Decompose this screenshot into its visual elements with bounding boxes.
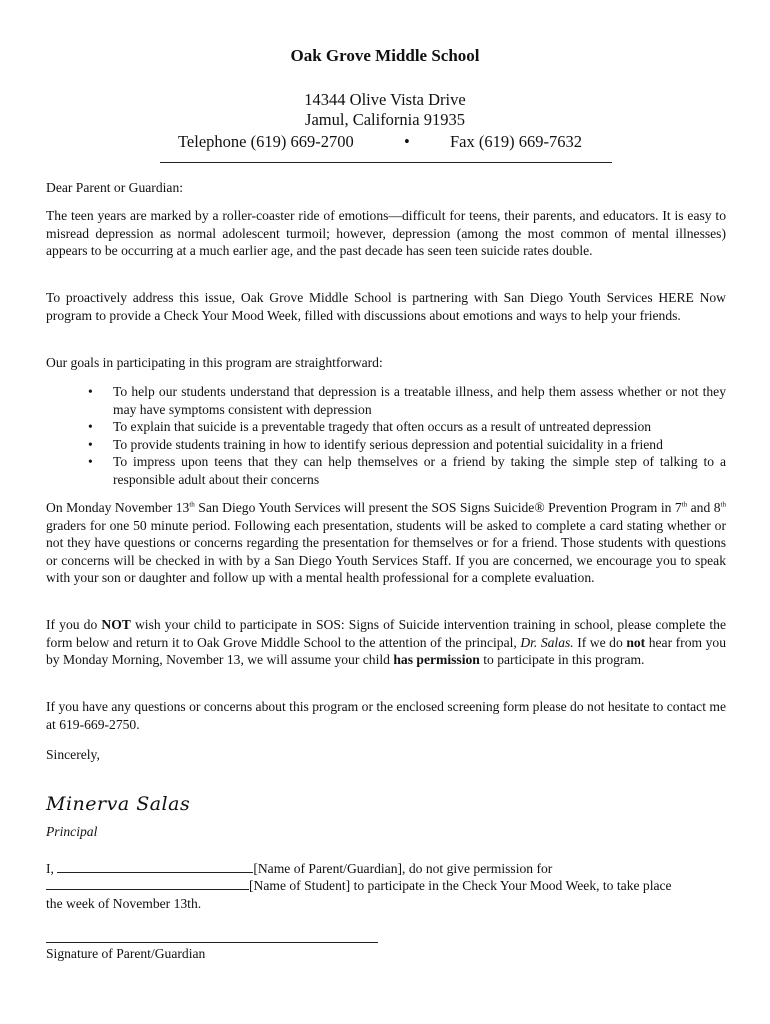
paragraph-contact: If you have any questions or concerns about this program or the enclosed screening form please do not hesitate to contact me at 619-669-2750.	[46, 699, 726, 732]
closing: Sincerely,	[46, 747, 100, 762]
school-name: Oak Grove Middle School	[290, 46, 480, 65]
list-item: • To explain that suicide is a preventable tragedy that often occurs as a result of untreated depression	[88, 419, 652, 434]
separator-bullet: •	[404, 132, 410, 151]
list-item: • To impress upon teens that they can help themselves or a friend by taking the simple step of talking to a responsible adult about their concerns	[88, 454, 726, 487]
bullet-icon: •	[88, 384, 93, 399]
telephone: Telephone (619) 669-2700	[178, 132, 354, 151]
principal-signature: Minerva Salas	[46, 793, 191, 815]
student-name-blank[interactable]	[46, 877, 249, 890]
form-line-parent: I, [Name of Parent/Guardian], do not give permission for	[46, 861, 553, 876]
paragraph-intro: The teen years are marked by a roller-coaster ride of emotions—difficult for teens, their parents, and educators. It is easy to misread depression as normal adolescent turmoil; however, depression (among the most common of mental illnesses) appears to be occurring at a much earlier age, and the past decade has seen teen suicide rates double.	[46, 208, 726, 258]
signature-label: Signature of Parent/Guardian	[46, 946, 206, 961]
signature-line[interactable]	[46, 942, 378, 943]
bullet-icon: •	[88, 436, 93, 452]
fax: Fax (619) 669-7632	[450, 132, 582, 151]
paragraph-opt-out: If you do NOT wish your child to participate in SOS: Signs of Suicide intervention training in school, please complete the form below and return it to Oak Grove Middle School to the attention of the principal, Dr. Salas. If we do not hear from you by Monday Morning, November 13, we will assume your child has permission to participate in this program.	[46, 617, 726, 667]
bullet-icon: •	[88, 419, 93, 434]
header-divider	[160, 162, 612, 163]
signer-title: Principal	[46, 824, 98, 839]
paragraph-program-details: On Monday November 13th San Diego Youth Services will present the SOS Signs Suicide® Prevention Program in 7th and 8th graders for one 50 minute period. Following each presentation, students will be asked to complete a card stating whether or not they have questions or concerns regarding the presentation for themselves or for a friend. Those students with questions or concerns will be checked in with by a San Diego Youth Services Staff. If you are concerned, we encourage you to speak with your son or daughter and follow up with a mental health professional for a complete evaluation.	[46, 500, 726, 585]
paragraph-partnership: To proactively address this issue, Oak Grove Middle School is partnering with San Diego Youth Services HERE Now program to provide a Check Your Mood Week, filled with discussions about emotions and ways to help your friends.	[46, 290, 726, 323]
form-line-week: the week of November 13th.	[46, 896, 202, 911]
form-line-student: [Name of Student] to participate in the Check Your Mood Week, to take place	[46, 877, 672, 895]
bullet-icon: •	[88, 454, 93, 469]
paragraph-goals-intro: Our goals in participating in this program are straightforward:	[46, 355, 383, 370]
salutation: Dear Parent or Guardian:	[46, 180, 184, 195]
goals-list	[88, 383, 726, 488]
address-line-2: Jamul, California 91935	[305, 110, 465, 129]
parent-name-blank[interactable]	[57, 860, 253, 873]
address-line-1: 14344 Olive Vista Drive	[304, 90, 466, 109]
list-item: • To provide students training in how to identify serious depression and potential suicidality in a friend	[88, 436, 663, 452]
list-item: • To help our students understand that depression is a treatable illness, and help them assess whether or not they may have symptoms consistent with depression	[88, 384, 726, 417]
